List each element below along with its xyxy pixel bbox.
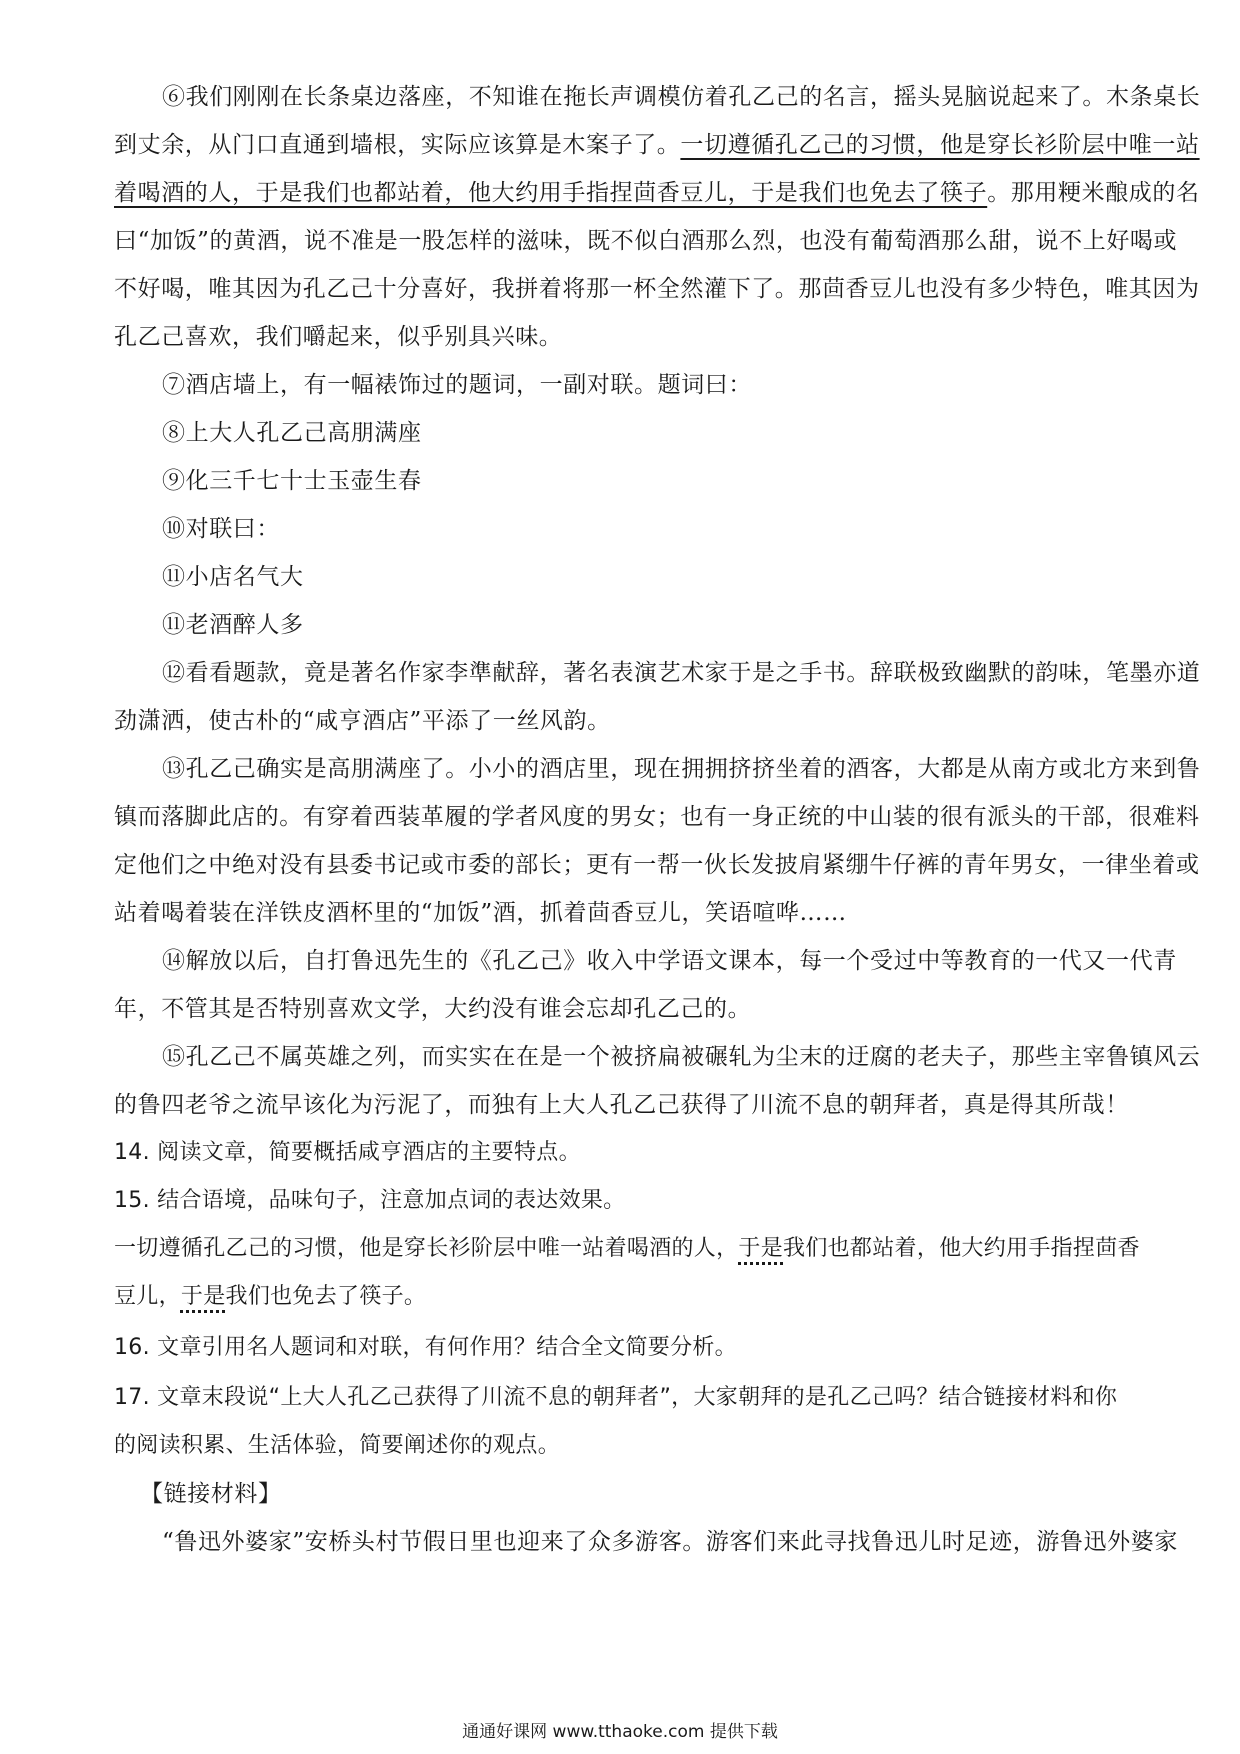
question-15: 15. 结合语境，品味句子，注意加点词的表达效果。: [114, 1188, 626, 1213]
text: 。那用粳米酿成的名: [987, 180, 1200, 206]
paragraph-14-line-1: ⑭解放以后，自打鲁迅先生的《孔乙己》收入中学语文课本，每一个受过中等教育的一代又一代青: [162, 948, 1177, 974]
paragraph-7: ⑦酒店墙上，有一幅裱饰过的题词，一副对联。题词曰：: [162, 372, 752, 398]
footer-watermark: 通通好课网 www.tthaoke.com 提供下载: [462, 1722, 778, 1742]
paragraph-11b: ⑪老酒醉人多: [162, 612, 304, 638]
paragraph-13-line-1: ⑬孔乙己确实是高朋满座了。小小的酒店里，现在拥拥挤挤坐着的酒客，大都是从南方或北方来到鲁: [162, 756, 1201, 782]
question-15-quote-line-1: [114, 1234, 1140, 1264]
link-material-heading: 【链接材料】: [140, 1481, 282, 1507]
paragraph-12-line-2: 劲潇洒，使古朴的“咸亨酒店”平添了一丝风韵。: [114, 708, 611, 734]
paragraph-10: ⑩对联曰：: [162, 516, 280, 542]
paragraph-12-line-1: ⑫看看题款，竟是著名作家李準献辞，著名表演艺术家于是之手书。辞联极致幽默的韵味，笔墨亦道: [162, 660, 1201, 686]
text: 到丈余，从门口直通到墙根，实际应该算是木案子了。: [114, 132, 681, 158]
paragraph-6-line-5: 不好喝，唯其因为孔乙己十分喜好，我拼着将那一杯全然灌下了。那茴香豆儿也没有多少特色，唯其因为: [114, 276, 1200, 302]
text: 一切遵循孔乙己的习惯，他是穿长衫阶层中唯一站着喝酒的人，: [114, 1236, 739, 1261]
paragraph-8: ⑧上大人孔乙己高朋满座: [162, 420, 422, 446]
question-17-line-1: 17. 文章末段说“上大人孔乙己获得了川流不息的朝拜者”，大家朝拜的是孔乙己吗？结合链接材料和你: [114, 1385, 1118, 1410]
underlined-sentence-part-1: 一切遵循孔乙己的习惯，他是穿长衫阶层中唯一站: [680, 132, 1200, 158]
paragraph-6-line-6: 孔乙己喜欢，我们嚼起来，似乎别具兴味。: [114, 324, 563, 350]
paragraph-6-line-3: [114, 178, 1200, 208]
text: 我们也免去了筷子。: [225, 1284, 427, 1309]
paragraph-11a: ⑪小店名气大: [162, 564, 304, 590]
underlined-sentence-part-2: 着喝酒的人，于是我们也都站着，他大约用手指捏茴香豆儿，于是我们也免去了筷子: [114, 180, 988, 206]
question-17-line-2: 的阅读积累、生活体验，简要阐述你的观点。: [114, 1433, 561, 1458]
paragraph-6-line-1: ⑥我们刚刚在长条桌边落座，不知谁在拖长声调模仿着孔乙己的名言，摇头晃脑说起来了。木条桌长: [162, 84, 1201, 110]
link-material-line-1: “鲁迅外婆家”安桥头村节假日里也迎来了众多游客。游客们来此寻找鲁迅儿时足迹，游鲁迅外婆家: [162, 1529, 1178, 1555]
question-14: 14. 阅读文章，简要概括咸亨酒店的主要特点。: [114, 1140, 581, 1165]
paragraph-13-line-2: 镇而落脚此店的。有穿着西装革履的学者风度的男女；也有一身正统的中山装的很有派头的干部，很难料: [114, 804, 1200, 830]
paragraph-14-line-2: 年，不管其是否特别喜欢文学，大约没有谁会忘却孔乙己的。: [114, 996, 752, 1022]
text: 豆儿，: [114, 1284, 181, 1309]
dotted-word: 于是: [180, 1284, 226, 1309]
paragraph-6-line-2: [114, 130, 1200, 160]
paragraph-9: ⑨化三千七十士玉壶生春: [162, 468, 422, 494]
question-15-quote-line-2: [114, 1282, 1124, 1312]
question-16: 16. 文章引用名人题词和对联，有何作用？结合全文简要分析。: [114, 1335, 737, 1360]
paragraph-15-line-1: ⑮孔乙己不属英雄之列，而实实在在是一个被挤扁被碾轧为尘末的迂腐的老夫子，那些主宰鲁镇风云: [162, 1044, 1201, 1070]
text: 我们也都站着，他大约用手指捏茴香: [783, 1236, 1140, 1261]
paragraph-15-line-2: 的鲁四老爷之流早该化为污泥了，而独有上大人孔乙己获得了川流不息的朝拜者，真是得其所哉！: [114, 1092, 1129, 1118]
paragraph-13-line-3: 定他们之中绝对没有县委书记或市委的部长；更有一帮一伙长发披肩紧绷牛仔裤的青年男女，一律坐着或: [114, 852, 1200, 878]
paragraph-13-line-4: 站着喝着装在洋铁皮酒杯里的“加饭”酒，抓着茴香豆儿，笑语喧哗……: [114, 900, 847, 926]
paragraph-6-line-4: 曰“加饭”的黄酒，说不准是一股怎样的滋味，既不似白酒那么烈，也没有葡萄酒那么甜，说不上好喝或: [114, 228, 1178, 254]
dotted-word: 于是: [738, 1236, 784, 1261]
